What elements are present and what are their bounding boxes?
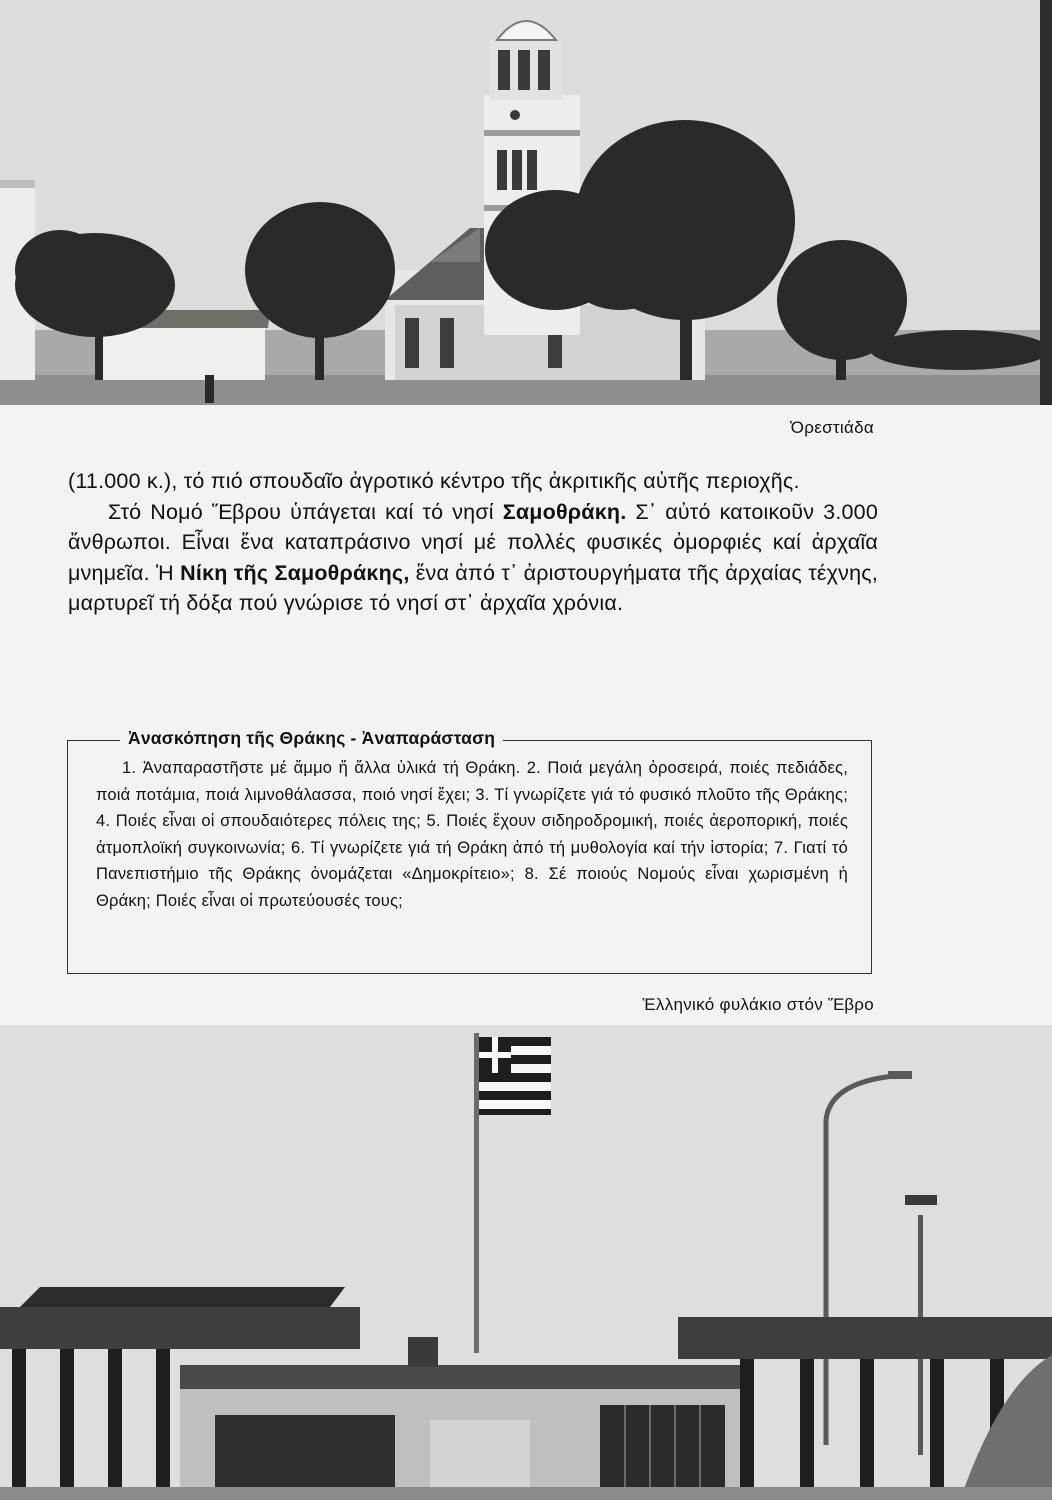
samothrace-bold: Σαμοθράκη. bbox=[502, 499, 627, 524]
church-photo-illustration bbox=[0, 0, 1052, 405]
review-questions: 1. Ἀναπαραστῆστε μέ ἄμμο ἤ ἄλλα ὑλικά τή Θράκη. 2. Ποιά μεγάλη ὀροσειρά, ποιές πεδιάδες, ποιά ποτάμια, ποιά λιμνοθάλασσα, ποιό νησί ἔχει; 3. Τί γνωρίζετε γιά τό φυσικό πλοῦτο τῆς Θράκης; 4. Ποιές εἶναι οἱ σπουδαιότερες πόλεις της; 5. Ποιές ἔχουν σιδηροδρομική, ποιές ἀεροπορική, ποιές ἀτμοπλοϊκή συγκοινωνία; 6. Τί γνωρίζετε γιά τή Θράκη ἀπό τή μυθολογία καί τήν ἱστορία; 7. Γιατί τό Πανεπιστήμιο τῆς Θράκης ὀνομάζεται «Δημοκρίτειο»; 8. Σέ ποιούς Νομούς εἶναι χωρισμένη ἡ Θράκη; Ποιές εἶναι οἱ πρωτεύουσές τους; bbox=[96, 759, 848, 910]
church-photo bbox=[0, 0, 1052, 405]
review-box bbox=[67, 728, 872, 974]
paragraph-1: (11.000 κ.), τό πιό σπουδαῖο ἀγροτικό κέντρο τῆς ἀκριτικῆς αὐτῆς περιοχῆς. bbox=[68, 469, 800, 493]
paragraph-2 bbox=[68, 497, 878, 619]
border-post-photo-illustration bbox=[0, 1025, 1052, 1500]
border-post-photo-caption: Ἑλληνικό φυλάκιο στόν Ἕβρο bbox=[642, 995, 874, 1014]
paragraph-2-part-c: Σ᾽ αὐτό κατοικοῦν 3.000 ἄνθρωποι. Εἶναι ἕνα καταπράσινο νησί μέ πολλές φυσικές ὀμορφιές καί ἀρχαῖα μνημεῖα. Ἡ bbox=[68, 499, 878, 585]
nike-of-samothrace-bold: Νίκη τῆς Σαμοθράκης, bbox=[180, 560, 410, 585]
paragraph-2-part-a: Στό Νομό Ἕβρου ὑπάγεται καί τό νησί bbox=[108, 499, 503, 524]
greek-flag-icon bbox=[479, 1037, 551, 1115]
paragraph-2-part-e: ἕνα ἀπό τ᾽ ἀριστουργήματα τῆς ἀρχαίας τέχνης, μαρτυρεῖ τή δόξα πού γνώρισε τό νησί στ᾽ ἀρχαῖα χρόνια. bbox=[68, 560, 878, 615]
church-photo-caption: Ὀρεστιάδα bbox=[789, 418, 874, 437]
review-text bbox=[96, 755, 848, 914]
body-text bbox=[68, 466, 878, 619]
review-title: Ἀνασκόπηση τῆς Θράκης - Ἀναπαράσταση bbox=[120, 728, 503, 749]
border-post-photo bbox=[0, 1025, 1052, 1500]
